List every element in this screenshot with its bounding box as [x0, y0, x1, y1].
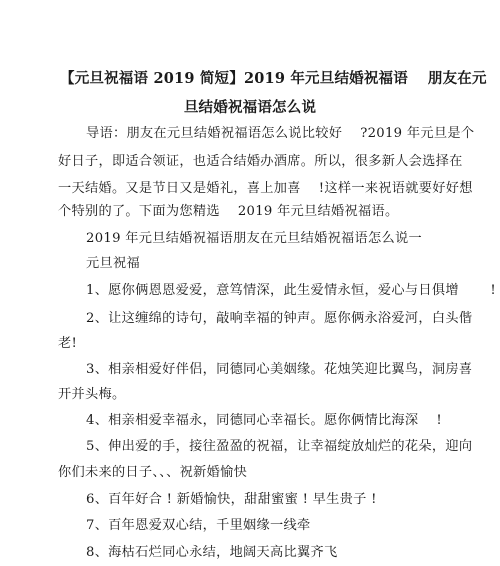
intro-line-4: 个特别的了。下面为您精选 2019 年元旦结婚祝福语。 — [58, 204, 399, 219]
document-title-line-1: 【元旦祝福语 2019 简短】2019 年元旦结婚祝福语 朋友在元 — [60, 70, 487, 87]
list-item-5-cont: 你们未来的日子、、、祝新婚愉快 — [58, 465, 248, 480]
list-item-8: 8、海枯石烂同心永结，地阔天高比翼齐飞 — [86, 545, 338, 560]
list-item-6: 6、百年好合 ! 新婚愉快，甜甜蜜蜜 ! 早生贵子 ! — [86, 492, 377, 507]
intro-line-2: 好日子，即适合领证，也适合结婚办酒席。所以，很多新人会选择在 — [58, 154, 463, 169]
intro-line-1: 导语：朋友在元旦结婚祝福语怎么说比较好 ?2019 年元旦是个 — [86, 126, 475, 141]
list-item-3: 3、相亲相爱好伴侣，同德同心美姻缘。花烛笑迎比翼鸟，洞房喜 — [86, 362, 473, 377]
list-item-1: 1、愿你俩恩恩爱爱，意笃情深，此生爱情永恒，爱心与日俱增 ! — [86, 283, 496, 298]
list-item-5: 5、伸出爱的手，接往盈盈的祝福，让幸福绽放灿烂的花朵，迎向 — [86, 439, 473, 454]
section-title: 元旦祝福 — [86, 256, 140, 271]
list-item-3-cont: 开并头梅。 — [58, 387, 126, 402]
list-item-2-cont: 老! — [58, 336, 78, 351]
list-item-7: 7、百年恩爱双心结，千里姻缘一线牵 — [86, 518, 311, 533]
intro-line-3: 一天结婚。又是节日又是婚礼，喜上加喜 !这样一来祝语就要好好想 — [58, 181, 473, 196]
document-title-line-2: 旦结婚祝福语怎么说 — [183, 99, 317, 116]
list-item-4: 4、相亲相爱幸福永，同德同心幸福长。愿你俩情比海深 ! — [86, 413, 442, 428]
subheading: 2019 年元旦结婚祝福语朋友在元旦结婚祝福语怎么说一 — [86, 231, 422, 246]
list-item-2: 2、让这缠绵的诗句，敲响幸福的钟声。愿你俩永浴爱河，白头偕 — [86, 311, 473, 326]
